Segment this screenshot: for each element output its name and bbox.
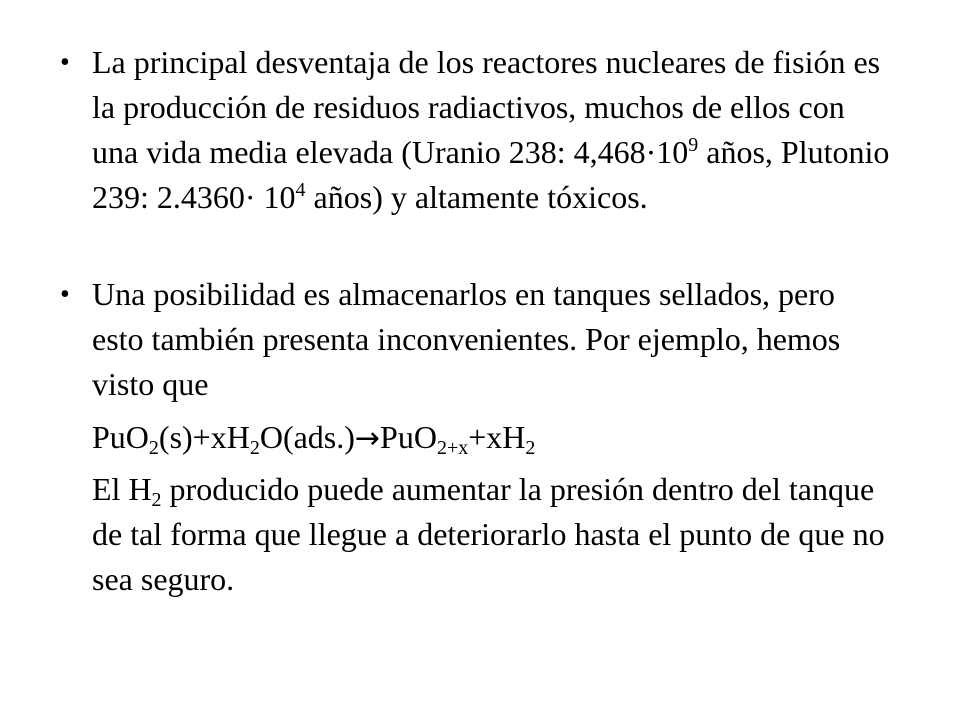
equation-part: PuO xyxy=(92,419,149,455)
equation-part: +xH xyxy=(468,419,526,455)
note-part: El H xyxy=(92,471,152,507)
bullet-text-waste xyxy=(92,40,890,220)
equation-part: PuO xyxy=(380,419,437,455)
bullet-text-part: años, Plutonio 239: 2.4360· 10 xyxy=(92,134,890,215)
equation-subscript: 2 xyxy=(525,437,536,459)
bullet-text-storage: Una posibilidad es almacenarlos en tanques sellados, pero esto también presenta inconvenientes. Por ejemplo, hemos visto que xyxy=(92,276,841,402)
bullet-item-storage xyxy=(60,272,890,407)
reaction-arrow-icon: → xyxy=(354,421,381,456)
bullet-marker: • xyxy=(60,47,70,78)
equation-part: O(ads.) xyxy=(259,419,355,455)
equation-subscript: 2+x xyxy=(436,437,469,459)
hydrogen-note xyxy=(92,467,902,602)
equation-subscript: 2 xyxy=(148,437,159,459)
note-subscript: 2 xyxy=(151,489,162,511)
exponent-uranium: 9 xyxy=(688,134,699,156)
bullet-item-waste xyxy=(60,40,890,220)
equation-subscript: 2 xyxy=(249,437,260,459)
bullet-marker: • xyxy=(60,279,70,310)
note-part: producido puede aumentar la presión dentro del tanque de tal forma que llegue a deteriorarlo hasta el punto de que no sea seguro. xyxy=(92,471,885,597)
bullet-text-part: años) y altamente tóxicos. xyxy=(305,179,648,215)
equation-part: (s)+xH xyxy=(158,419,250,455)
exponent-plutonium: 4 xyxy=(295,179,306,201)
chemical-equation xyxy=(92,415,902,461)
bullet-text-part: La principal desventaja de los reactores nucleares de fisión es la producción de residuos radiactivos, muchos de ellos con una vida media elevada (Uranio 238: 4,468·10 xyxy=(92,44,881,170)
